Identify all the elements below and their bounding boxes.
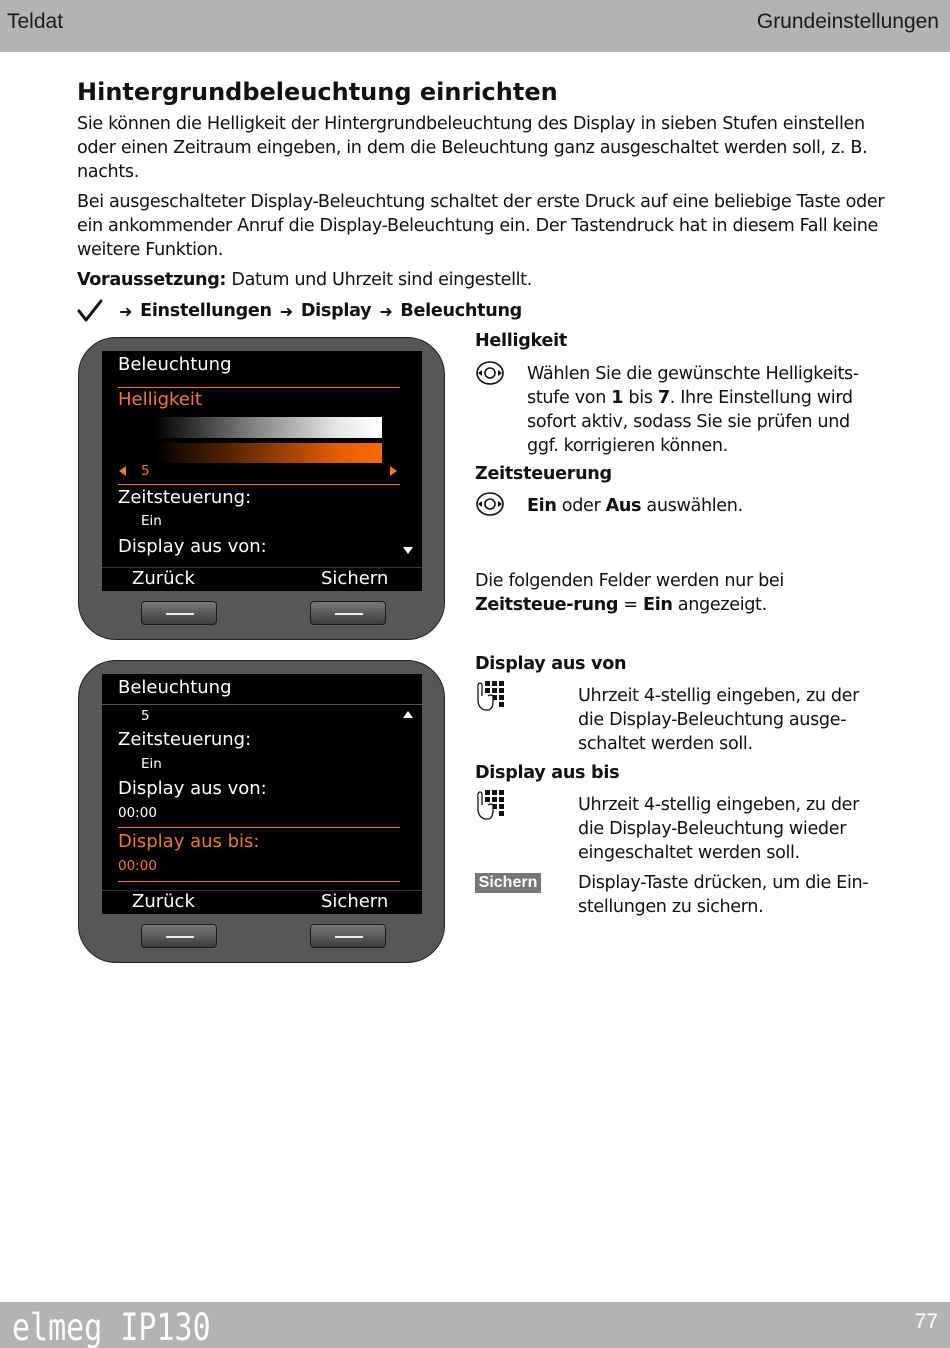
display-aus-bis-heading: Display aus bis xyxy=(475,763,620,783)
product-logo: elmeg IP130 xyxy=(12,1306,211,1348)
helligkeit-heading: Helligkeit xyxy=(475,331,567,351)
note-text-part: angezeigt. xyxy=(672,595,767,615)
left-softkey-button[interactable] xyxy=(141,601,217,625)
note-field-name: Zeitsteue-rung xyxy=(475,595,619,615)
display-screen xyxy=(102,351,422,591)
zeitsteuerung-heading: Zeitsteuerung xyxy=(475,464,612,484)
menu-path-item: Beleuchtung xyxy=(400,301,522,321)
note-text-part: = xyxy=(618,595,644,615)
zeitsteuerung-label[interactable]: Zeitsteuerung: xyxy=(118,487,252,508)
checkmark-icon xyxy=(77,299,103,323)
divider-line xyxy=(118,484,400,485)
phone-display-helligkeit xyxy=(78,337,445,640)
zurueck-label: Zurück xyxy=(132,568,195,589)
intro-paragraph: Sie können die Helligkeit der Hintergrundbeleuchtung des Display in sieben Stufen einstellen oder einen Zeitraum eingeben, in dem die Beleuchtung ganz ausgeschaltet werden soll, z. B. nachts. xyxy=(77,114,868,182)
divider-line xyxy=(118,881,400,882)
scroll-up-icon xyxy=(403,711,413,718)
helligkeit-label[interactable]: Helligkeit xyxy=(118,389,202,410)
prerequisite-label: Voraussetzung: xyxy=(77,270,227,290)
arrow-right-icon[interactable] xyxy=(390,466,397,476)
display-aus-bis-label[interactable]: Display aus bis: xyxy=(118,831,260,852)
softkey-bar xyxy=(102,890,422,914)
divider-line xyxy=(118,387,400,388)
display-aus-von-label[interactable]: Display aus von: xyxy=(118,778,267,799)
sichern-label: Sichern xyxy=(321,891,389,912)
display-aus-bis-description: Uhrzeit 4-stellig eingeben, zu der die Display-Beleuchtung wieder eingeschaltet werden soll. xyxy=(578,795,860,863)
helligkeit-text-part: Wählen Sie die gewünschte Helligkeits-stufe von xyxy=(527,364,859,408)
phone-display-zeitsteuerung xyxy=(78,660,445,963)
sichern-label: Sichern xyxy=(321,568,389,589)
screen-title: Beleuchtung xyxy=(118,354,232,375)
scroll-down-icon xyxy=(403,547,413,554)
prerequisite-paragraph xyxy=(77,268,887,292)
helligkeit-value: 5 xyxy=(141,463,150,479)
keypad-icon xyxy=(475,680,505,712)
info-paragraph: Bei ausgeschalteter Display-Beleuchtung schaltet der erste Druck auf eine beliebige Taste oder ein ankommender Anruf die Display-Beleuchtung ein. Der Tastendruck hat in diesem Fall keine weitere Funktion. xyxy=(77,192,885,260)
menu-path-item: Einstellungen xyxy=(140,301,272,321)
arrow-right-icon: ➜ xyxy=(279,301,293,321)
zeitsteuerung-value: Ein xyxy=(141,756,162,772)
display-aus-von-label[interactable]: Display aus von: xyxy=(118,536,267,557)
header-section: Grundeinstellungen xyxy=(756,10,939,33)
display-aus-bis-value[interactable]: 00:00 xyxy=(118,858,157,874)
note-field-value: Ein xyxy=(643,595,673,615)
display-aus-von-value[interactable]: 00:00 xyxy=(118,805,157,821)
zeit-text-part: oder xyxy=(556,496,606,516)
zeitsteuerung-label[interactable]: Zeitsteuerung: xyxy=(118,729,252,750)
left-softkey-button[interactable] xyxy=(141,924,217,948)
helligkeit-value: 5 xyxy=(141,708,150,724)
page-header xyxy=(0,0,950,52)
navigation-key-icon xyxy=(475,491,505,517)
divider-line xyxy=(102,704,422,705)
note-text-part: Die folgenden Felder werden nur bei xyxy=(475,571,784,591)
page-footer xyxy=(0,1302,950,1348)
menu-path-item: Display xyxy=(300,301,372,321)
zeitsteuerung-value: Ein xyxy=(141,513,162,529)
sichern-softkey-icon: Sichern xyxy=(475,873,541,893)
helligkeit-text-part: bis xyxy=(623,388,658,408)
helligkeit-text-part: . Ihre Einstellung wird sofort aktiv, sodass Sie sie prüfen und ggf. korrigieren können. xyxy=(527,388,853,456)
page-number: 77 xyxy=(914,1310,938,1333)
page-title: Hintergrundbeleuchtung einrichten xyxy=(77,78,558,106)
helligkeit-min: 1 xyxy=(611,388,624,408)
arrow-right-icon: ➜ xyxy=(379,301,393,321)
navigation-key-icon xyxy=(475,360,505,386)
keypad-icon xyxy=(475,789,505,821)
header-company: Teldat xyxy=(7,10,64,33)
screen-title: Beleuchtung xyxy=(118,677,232,698)
option-aus: Aus xyxy=(605,496,642,516)
display-screen xyxy=(102,674,422,914)
brightness-bar-white xyxy=(154,417,382,438)
zurueck-label: Zurück xyxy=(132,891,195,912)
menu-path xyxy=(77,298,522,324)
right-softkey-button[interactable] xyxy=(310,924,386,948)
arrow-left-icon[interactable] xyxy=(119,466,126,476)
arrow-right-icon: ➜ xyxy=(119,301,133,321)
sichern-description: Display-Taste drücken, um die Ein-stellungen zu sichern. xyxy=(578,873,869,917)
zeitsteuerung-description xyxy=(527,494,879,518)
helligkeit-description xyxy=(527,362,879,458)
option-ein: Ein xyxy=(527,496,557,516)
softkey-bar xyxy=(102,567,422,591)
divider-line xyxy=(118,827,400,828)
brightness-bar-orange xyxy=(154,443,382,463)
right-softkey-button[interactable] xyxy=(310,601,386,625)
helligkeit-max: 7 xyxy=(657,388,670,408)
conditional-fields-note xyxy=(475,569,885,617)
display-aus-von-heading: Display aus von xyxy=(475,654,627,674)
zeit-text-part: auswählen. xyxy=(641,496,743,516)
display-aus-von-description: Uhrzeit 4-stellig eingeben, zu der die Display-Beleuchtung ausge-schaltet werden soll. xyxy=(578,686,860,754)
prerequisite-text: Datum und Uhrzeit sind eingestellt. xyxy=(226,270,532,290)
